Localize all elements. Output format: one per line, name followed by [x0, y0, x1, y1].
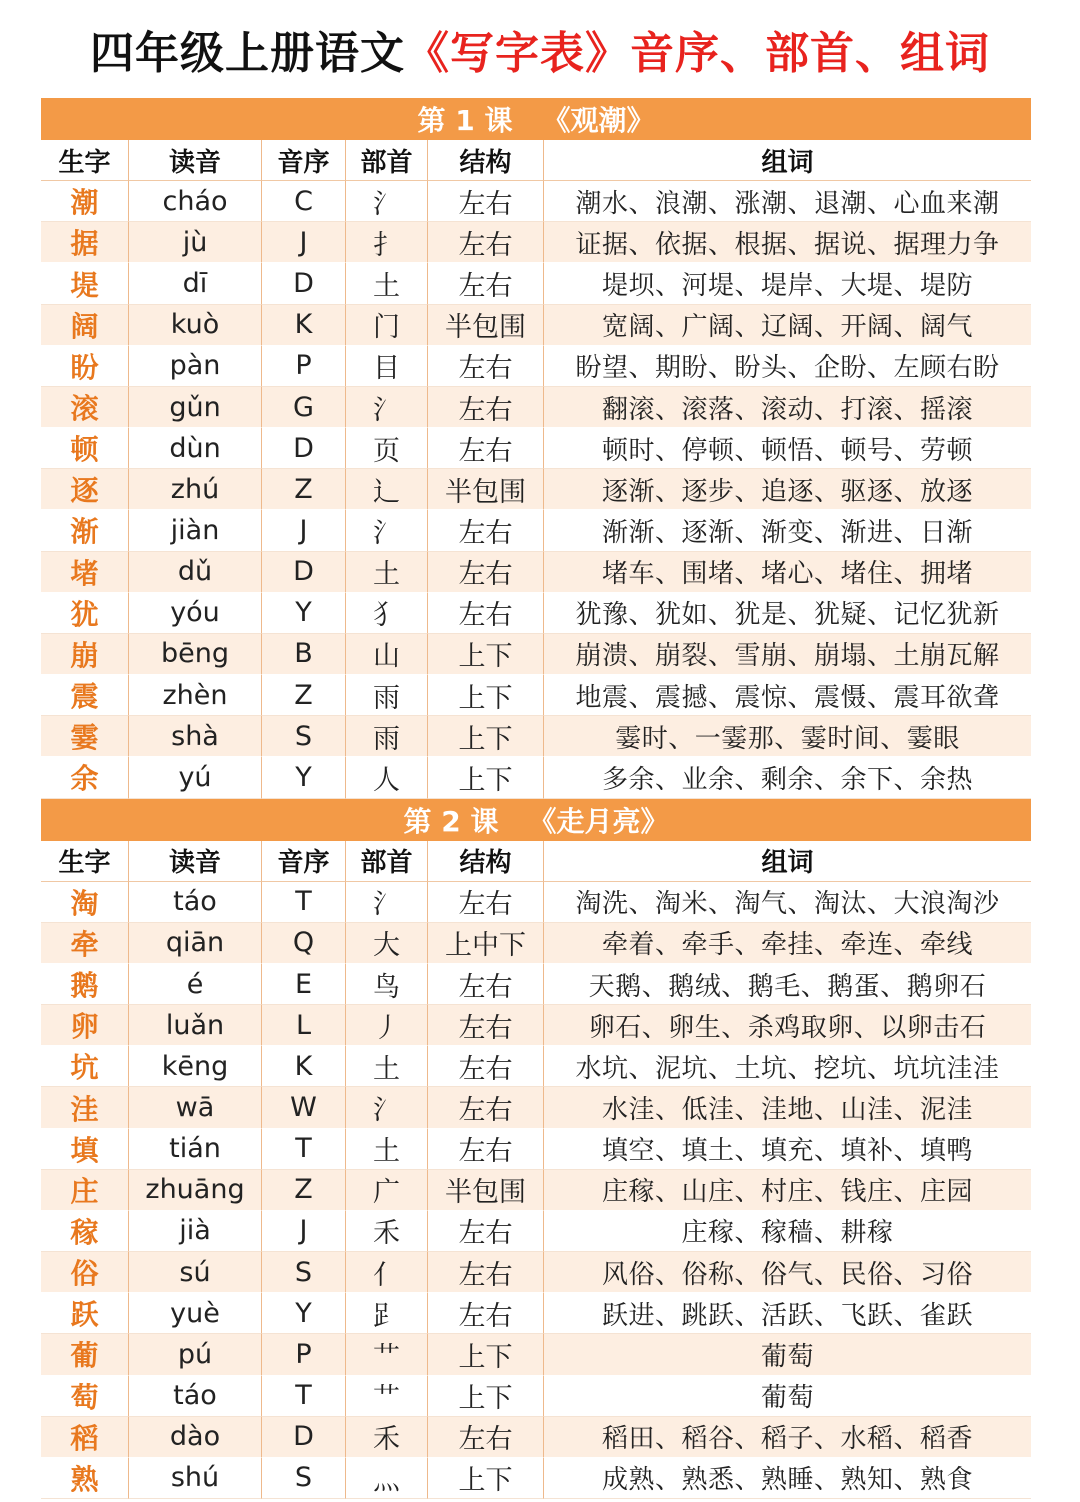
structure-cell: 上下 [428, 675, 544, 716]
pinyin-cell: dùn [129, 428, 262, 469]
char-cell: 逐 [41, 469, 129, 510]
initial-cell: K [262, 1046, 346, 1087]
char-cell: 滚 [41, 387, 129, 428]
radical-cell: 雨 [346, 716, 428, 757]
radical-cell: 门 [346, 305, 428, 346]
initial-cell: E [262, 964, 346, 1005]
words-cell: 庄稼、山庄、村庄、钱庄、庄园 [544, 1170, 1031, 1211]
char-cell: 洼 [41, 1087, 129, 1128]
pinyin-cell: yóu [129, 593, 262, 634]
words-cell: 渐渐、逐渐、渐变、渐进、日渐 [544, 510, 1031, 551]
char-cell: 堵 [41, 552, 129, 593]
initial-cell: S [262, 1252, 346, 1293]
radical-cell: 灬 [346, 1458, 428, 1499]
structure-cell: 上中下 [428, 923, 544, 964]
char-cell: 顿 [41, 428, 129, 469]
pinyin-cell: dào [129, 1417, 262, 1458]
structure-cell: 左右 [428, 1417, 544, 1458]
pinyin-cell: shú [129, 1458, 262, 1499]
initial-cell: J [262, 510, 346, 551]
char-cell: 潮 [41, 181, 129, 222]
table-row [41, 964, 1031, 1005]
title-prefix: 四年级上册语文 [90, 28, 405, 79]
char-cell: 崩 [41, 634, 129, 675]
lesson-label: 第 1 课 [417, 104, 513, 137]
radical-cell: 广 [346, 1170, 428, 1211]
structure-cell: 左右 [428, 1211, 544, 1252]
table-row [41, 716, 1031, 757]
table-row [41, 1252, 1031, 1293]
pinyin-cell: pàn [129, 346, 262, 387]
structure-cell: 左右 [428, 593, 544, 634]
pinyin-cell: jù [129, 222, 262, 263]
pinyin-cell: zhú [129, 469, 262, 510]
structure-cell: 上下 [428, 634, 544, 675]
radical-cell: 页 [346, 428, 428, 469]
pinyin-cell: sú [129, 1252, 262, 1293]
table-row [41, 1005, 1031, 1046]
initial-cell: Y [262, 593, 346, 634]
structure-cell: 左右 [428, 882, 544, 923]
words-cell: 顿时、停顿、顿悟、顿号、劳顿 [544, 428, 1031, 469]
char-cell: 跃 [41, 1293, 129, 1334]
structure-cell: 上下 [428, 1334, 544, 1375]
radical-cell: 禾 [346, 1417, 428, 1458]
initial-cell: S [262, 1458, 346, 1499]
radical-cell: 丿 [346, 1005, 428, 1046]
initial-cell: T [262, 882, 346, 923]
radical-cell: 禾 [346, 1211, 428, 1252]
char-cell: 阔 [41, 305, 129, 346]
radical-cell: 亻 [346, 1252, 428, 1293]
header-char: 生字 [41, 841, 129, 882]
header-structure: 结构 [428, 841, 544, 882]
header-pinyin: 读音 [129, 140, 262, 181]
initial-cell: Q [262, 923, 346, 964]
title-highlight: 《写字表》音序、部首、组词 [405, 28, 990, 79]
pinyin-cell: yuè [129, 1293, 262, 1334]
words-cell: 宽阔、广阔、辽阔、开阔、阔气 [544, 305, 1031, 346]
pinyin-cell: jiàn [129, 510, 262, 551]
table-row [41, 1170, 1031, 1211]
radical-cell: 大 [346, 923, 428, 964]
radical-cell: 雨 [346, 675, 428, 716]
words-cell: 跃进、跳跃、活跃、飞跃、雀跃 [544, 1293, 1031, 1334]
initial-cell: L [262, 1005, 346, 1046]
table-row [41, 387, 1031, 428]
initial-cell: K [262, 305, 346, 346]
table-row [41, 1334, 1031, 1375]
pinyin-cell: táo [129, 882, 262, 923]
pinyin-cell: kēng [129, 1046, 262, 1087]
table-row [41, 222, 1031, 263]
structure-cell: 左右 [428, 1293, 544, 1334]
table-row [41, 1129, 1031, 1170]
structure-cell: 上下 [428, 1458, 544, 1499]
char-cell: 萄 [41, 1376, 129, 1417]
words-cell: 翻滚、滚落、滚动、打滚、摇滚 [544, 387, 1031, 428]
table-row [41, 469, 1031, 510]
structure-cell: 左右 [428, 181, 544, 222]
table-row [41, 181, 1031, 222]
initial-cell: J [262, 222, 346, 263]
structure-cell: 左右 [428, 1046, 544, 1087]
radical-cell: 氵 [346, 387, 428, 428]
page-title [0, 0, 1080, 98]
char-cell: 震 [41, 675, 129, 716]
radical-cell: 氵 [346, 1087, 428, 1128]
words-cell: 天鹅、鹅绒、鹅毛、鹅蛋、鹅卵石 [544, 964, 1031, 1005]
words-cell: 证据、依据、根据、据说、据理力争 [544, 222, 1031, 263]
pinyin-cell: shà [129, 716, 262, 757]
radical-cell: 氵 [346, 181, 428, 222]
table-row [41, 593, 1031, 634]
table-row [41, 552, 1031, 593]
words-cell: 多余、业余、剩余、余下、余热 [544, 757, 1031, 798]
initial-cell: Y [262, 1293, 346, 1334]
initial-cell: C [262, 181, 346, 222]
structure-cell: 半包围 [428, 469, 544, 510]
initial-cell: Y [262, 757, 346, 798]
header-structure: 结构 [428, 140, 544, 181]
initial-cell: P [262, 1334, 346, 1375]
pinyin-cell: yú [129, 757, 262, 798]
char-cell: 俗 [41, 1252, 129, 1293]
pinyin-cell: cháo [129, 181, 262, 222]
radical-cell: 土 [346, 1129, 428, 1170]
pinyin-cell: é [129, 964, 262, 1005]
pinyin-cell: kuò [129, 305, 262, 346]
pinyin-cell: bēng [129, 634, 262, 675]
words-cell: 葡萄 [544, 1334, 1031, 1375]
char-cell: 牵 [41, 923, 129, 964]
lesson-2-header [41, 799, 1031, 841]
pinyin-cell: dǔ [129, 552, 262, 593]
char-cell: 堤 [41, 263, 129, 304]
radical-cell: 目 [346, 346, 428, 387]
words-cell: 堤坝、河堤、堤岸、大堤、堤防 [544, 263, 1031, 304]
structure-cell: 上下 [428, 1376, 544, 1417]
char-cell: 稻 [41, 1417, 129, 1458]
structure-cell: 上下 [428, 757, 544, 798]
initial-cell: D [262, 552, 346, 593]
words-cell: 庄稼、稼穑、耕稼 [544, 1211, 1031, 1252]
char-cell: 葡 [41, 1334, 129, 1375]
header-char: 生字 [41, 140, 129, 181]
table-row [41, 923, 1031, 964]
pinyin-cell: jià [129, 1211, 262, 1252]
words-cell: 成熟、熟悉、熟睡、熟知、熟食 [544, 1458, 1031, 1499]
words-cell: 霎时、一霎那、霎时间、霎眼 [544, 716, 1031, 757]
char-cell: 据 [41, 222, 129, 263]
table-row [41, 1376, 1031, 1417]
radical-cell: 艹 [346, 1334, 428, 1375]
pinyin-cell: zhèn [129, 675, 262, 716]
char-cell: 盼 [41, 346, 129, 387]
initial-cell: Z [262, 1170, 346, 1211]
words-cell: 逐渐、逐步、追逐、驱逐、放逐 [544, 469, 1031, 510]
header-initial: 音序 [262, 841, 346, 882]
table-row [41, 1458, 1031, 1499]
radical-cell: 山 [346, 634, 428, 675]
char-cell: 熟 [41, 1458, 129, 1499]
radical-cell: 氵 [346, 510, 428, 551]
structure-cell: 左右 [428, 1129, 544, 1170]
radical-cell: 扌 [346, 222, 428, 263]
words-cell: 崩溃、崩裂、雪崩、崩塌、土崩瓦解 [544, 634, 1031, 675]
char-cell: 霎 [41, 716, 129, 757]
initial-cell: D [262, 1417, 346, 1458]
char-cell: 坑 [41, 1046, 129, 1087]
table-row [41, 510, 1031, 551]
pinyin-cell: táo [129, 1376, 262, 1417]
table-row [41, 1293, 1031, 1334]
header-words: 组词 [544, 140, 1031, 181]
char-cell: 余 [41, 757, 129, 798]
initial-cell: D [262, 428, 346, 469]
words-cell: 堵车、围堵、堵心、堵住、拥堵 [544, 552, 1031, 593]
structure-cell: 左右 [428, 552, 544, 593]
words-cell: 填空、填土、填充、填补、填鸭 [544, 1129, 1031, 1170]
header-words: 组词 [544, 841, 1031, 882]
table-row [41, 634, 1031, 675]
initial-cell: B [262, 634, 346, 675]
initial-cell: W [262, 1087, 346, 1128]
table-row [41, 1417, 1031, 1458]
words-cell: 潮水、浪潮、涨潮、退潮、心血来潮 [544, 181, 1031, 222]
structure-cell: 左右 [428, 1005, 544, 1046]
structure-cell: 左右 [428, 346, 544, 387]
char-cell: 卵 [41, 1005, 129, 1046]
lesson-label: 第 2 课 [403, 804, 499, 838]
lesson-1-header [41, 98, 1031, 140]
table-row [41, 1046, 1031, 1087]
structure-cell: 左右 [428, 222, 544, 263]
structure-cell: 半包围 [428, 305, 544, 346]
char-cell: 淘 [41, 882, 129, 923]
column-header-row [41, 140, 1031, 181]
table-row [41, 757, 1031, 798]
words-cell: 风俗、俗称、俗气、民俗、习俗 [544, 1252, 1031, 1293]
initial-cell: P [262, 346, 346, 387]
structure-cell: 半包围 [428, 1170, 544, 1211]
char-cell: 犹 [41, 593, 129, 634]
table-row [41, 263, 1031, 304]
pinyin-cell: dī [129, 263, 262, 304]
words-cell: 盼望、期盼、盼头、企盼、左顾右盼 [544, 346, 1031, 387]
table-row [41, 882, 1031, 923]
words-cell: 淘洗、淘米、淘气、淘汰、大浪淘沙 [544, 882, 1031, 923]
structure-cell: 左右 [428, 510, 544, 551]
words-cell: 葡萄 [544, 1376, 1031, 1417]
pinyin-cell: pú [129, 1334, 262, 1375]
pinyin-cell: gǔn [129, 387, 262, 428]
pinyin-cell: tián [129, 1129, 262, 1170]
initial-cell: Z [262, 675, 346, 716]
char-cell: 稼 [41, 1211, 129, 1252]
header-initial: 音序 [262, 140, 346, 181]
header-radical: 部首 [346, 841, 428, 882]
table-row [41, 346, 1031, 387]
radical-cell: 𧾷 [346, 1293, 428, 1334]
pinyin-cell: luǎn [129, 1005, 262, 1046]
structure-cell: 左右 [428, 1252, 544, 1293]
radical-cell: 犭 [346, 593, 428, 634]
table-row [41, 305, 1031, 346]
table-row [41, 428, 1031, 469]
structure-cell: 左右 [428, 387, 544, 428]
initial-cell: T [262, 1376, 346, 1417]
table-row [41, 1211, 1031, 1252]
pinyin-cell: zhuāng [129, 1170, 262, 1211]
words-cell: 稻田、稻谷、稻子、水稻、稻香 [544, 1417, 1031, 1458]
radical-cell: 土 [346, 1046, 428, 1087]
char-cell: 渐 [41, 510, 129, 551]
character-table [41, 98, 1031, 1499]
radical-cell: 辶 [346, 469, 428, 510]
table-row [41, 1087, 1031, 1128]
radical-cell: 人 [346, 757, 428, 798]
column-header-row [41, 841, 1031, 882]
pinyin-cell: qiān [129, 923, 262, 964]
words-cell: 牵着、牵手、牵挂、牵连、牵线 [544, 923, 1031, 964]
header-pinyin: 读音 [129, 841, 262, 882]
initial-cell: D [262, 263, 346, 304]
lesson-name: 《走月亮》 [528, 804, 669, 838]
table-row [41, 675, 1031, 716]
words-cell: 犹豫、犹如、犹是、犹疑、记忆犹新 [544, 593, 1031, 634]
pinyin-cell: wā [129, 1087, 262, 1128]
initial-cell: S [262, 716, 346, 757]
lesson-name: 《观潮》 [542, 104, 655, 137]
initial-cell: T [262, 1129, 346, 1170]
radical-cell: 艹 [346, 1376, 428, 1417]
initial-cell: J [262, 1211, 346, 1252]
structure-cell: 左右 [428, 1087, 544, 1128]
radical-cell: 鸟 [346, 964, 428, 1005]
structure-cell: 左右 [428, 428, 544, 469]
radical-cell: 土 [346, 552, 428, 593]
structure-cell: 左右 [428, 263, 544, 304]
header-radical: 部首 [346, 140, 428, 181]
char-cell: 庄 [41, 1170, 129, 1211]
words-cell: 卵石、卵生、杀鸡取卵、以卵击石 [544, 1005, 1031, 1046]
structure-cell: 上下 [428, 716, 544, 757]
radical-cell: 土 [346, 263, 428, 304]
structure-cell: 左右 [428, 964, 544, 1005]
char-cell: 填 [41, 1129, 129, 1170]
initial-cell: Z [262, 469, 346, 510]
words-cell: 水坑、泥坑、土坑、挖坑、坑坑洼洼 [544, 1046, 1031, 1087]
words-cell: 地震、震撼、震惊、震慑、震耳欲聋 [544, 675, 1031, 716]
words-cell: 水洼、低洼、洼地、山洼、泥洼 [544, 1087, 1031, 1128]
char-cell: 鹅 [41, 964, 129, 1005]
initial-cell: G [262, 387, 346, 428]
radical-cell: 氵 [346, 882, 428, 923]
